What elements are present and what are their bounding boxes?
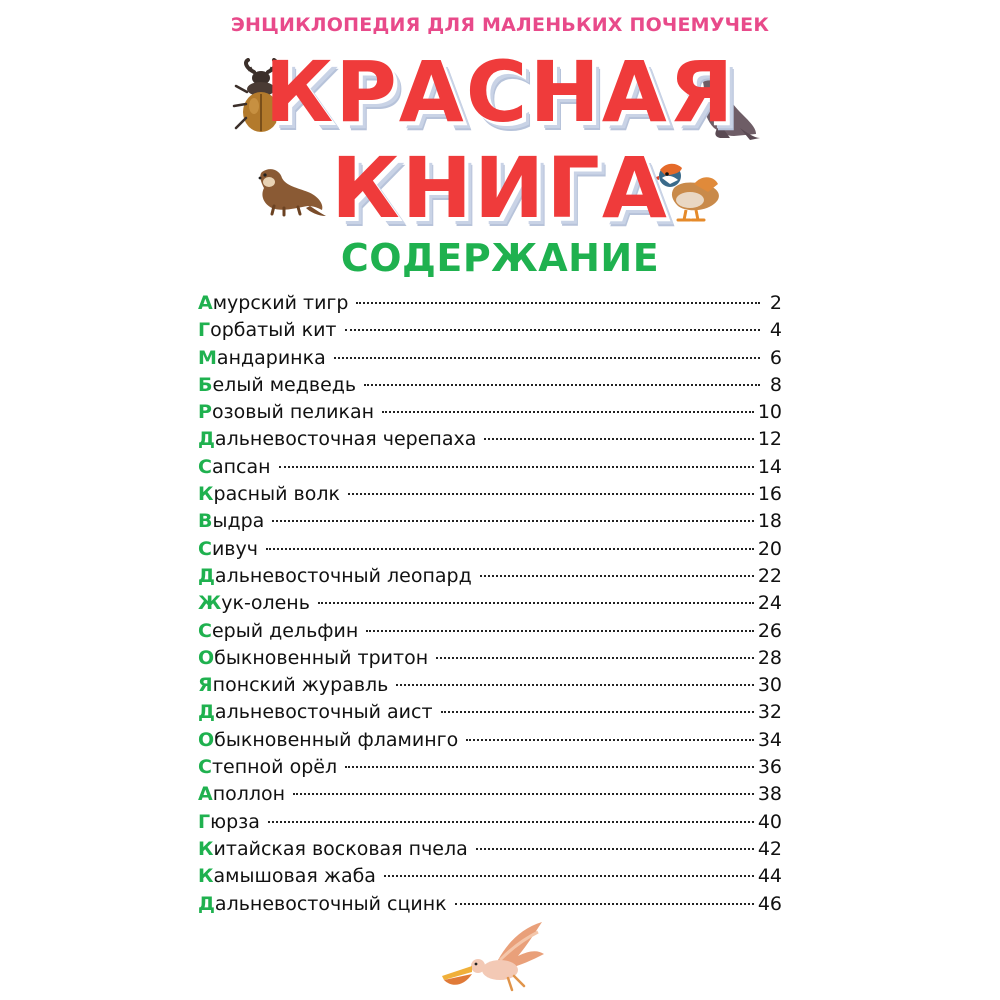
toc-page-number: 44 bbox=[757, 865, 782, 888]
toc-entry[interactable] bbox=[198, 590, 782, 617]
toc-entry[interactable] bbox=[198, 454, 782, 481]
dot-leader bbox=[396, 684, 753, 686]
toc-entry-title: мурский тигр bbox=[212, 292, 349, 314]
toc-page-number: 12 bbox=[757, 428, 782, 451]
toc-page-number: 42 bbox=[757, 837, 782, 860]
toc-entry-initial: Ж bbox=[198, 592, 222, 615]
toc-page-number: 16 bbox=[757, 483, 782, 506]
toc-entry-title: понский журавль bbox=[212, 674, 389, 697]
toc-entry-initial: С bbox=[198, 537, 212, 560]
dot-leader bbox=[266, 548, 754, 550]
toc-entry[interactable] bbox=[198, 727, 782, 754]
dot-leader bbox=[356, 302, 760, 304]
toc-entry-initial: А bbox=[198, 292, 213, 314]
toc-entry-initial: Г bbox=[198, 319, 211, 342]
toc-entry-title: амышовая жаба bbox=[213, 865, 376, 888]
toc-entry[interactable] bbox=[198, 563, 782, 590]
toc-entry-title: ыдра bbox=[212, 510, 265, 533]
toc-entry[interactable] bbox=[198, 290, 782, 317]
dot-leader bbox=[279, 466, 754, 468]
toc-entry-initial: Я bbox=[198, 674, 213, 697]
toc-entry[interactable] bbox=[198, 863, 782, 890]
toc-page-number: 14 bbox=[757, 455, 782, 478]
toc-entry-title: елый медведь bbox=[212, 373, 357, 396]
toc-entry-initial: С bbox=[198, 619, 212, 642]
dot-leader bbox=[348, 493, 754, 495]
dot-leader bbox=[364, 384, 760, 386]
toc-page-number: 34 bbox=[757, 728, 782, 751]
dot-leader bbox=[384, 875, 754, 877]
toc-entry-initial: К bbox=[198, 837, 214, 860]
toc-entry-title: альневосточный леопард bbox=[214, 564, 472, 587]
toc-page-number: 32 bbox=[757, 701, 782, 724]
toc-entry[interactable] bbox=[198, 317, 782, 344]
dot-leader bbox=[366, 630, 754, 632]
toc-entry[interactable] bbox=[198, 781, 782, 808]
toc-page-number: 20 bbox=[757, 537, 782, 560]
toc-entry-title: альневосточный аист bbox=[214, 701, 433, 724]
toc-entry-initial: М bbox=[198, 346, 217, 369]
toc-page-number: 2 bbox=[769, 292, 782, 314]
book-title-line-1: КРАСНАЯ bbox=[264, 43, 736, 141]
toc-page-number: 24 bbox=[757, 592, 782, 615]
toc-page-number: 4 bbox=[769, 319, 782, 342]
toc-entry[interactable] bbox=[198, 536, 782, 563]
toc-entry-title: тепной орёл bbox=[211, 756, 338, 779]
toc-entry[interactable] bbox=[198, 508, 782, 535]
toc-entry-initial: О bbox=[198, 728, 215, 751]
toc-entry[interactable] bbox=[198, 836, 782, 863]
toc-entry[interactable] bbox=[198, 345, 782, 372]
dot-leader bbox=[466, 739, 754, 741]
toc-entry-title: быкновенный тритон bbox=[214, 646, 429, 669]
toc-entry-initial: Р bbox=[198, 401, 212, 424]
toc-entry-title: андаринка bbox=[216, 346, 326, 369]
toc-entry-title: юрза bbox=[210, 810, 260, 833]
toc-page-number: 26 bbox=[757, 619, 782, 642]
toc-entry-title: альневосточный сцинк bbox=[214, 892, 447, 915]
toc-entry-initial: Г bbox=[198, 810, 211, 833]
toc-entry-initial: К bbox=[198, 483, 214, 506]
toc-entry-title: быкновенный фламинго bbox=[214, 728, 459, 751]
dot-leader bbox=[441, 711, 754, 713]
toc-page-number: 40 bbox=[757, 810, 782, 833]
toc-entry-initial: Д bbox=[198, 428, 215, 451]
toc-entry[interactable] bbox=[198, 754, 782, 781]
toc-entry[interactable] bbox=[198, 481, 782, 508]
toc-page-number: 36 bbox=[757, 756, 782, 779]
toc-page-number: 38 bbox=[757, 783, 782, 806]
dot-leader bbox=[293, 793, 754, 795]
toc-entry[interactable] bbox=[198, 645, 782, 672]
dot-leader bbox=[345, 329, 760, 331]
toc-entry-title: озовый пеликан bbox=[211, 401, 375, 424]
toc-entry[interactable] bbox=[198, 699, 782, 726]
toc-entry-initial: Д bbox=[198, 564, 215, 587]
toc-entry-initial: К bbox=[198, 865, 214, 888]
pelican-icon bbox=[438, 920, 548, 996]
toc-entry-title: ук-олень bbox=[221, 592, 310, 615]
toc-entry-initial: С bbox=[198, 455, 212, 478]
toc-entry-title: апсан bbox=[211, 455, 271, 478]
toc-page-number: 46 bbox=[757, 892, 782, 915]
dot-leader bbox=[345, 766, 754, 768]
dot-leader bbox=[318, 602, 754, 604]
table-of-contents bbox=[198, 290, 782, 918]
dot-leader bbox=[272, 520, 753, 522]
toc-entry-title: орбатый кит bbox=[210, 319, 337, 342]
toc-entry[interactable] bbox=[198, 399, 782, 426]
toc-entry-title: поллон bbox=[212, 783, 286, 806]
dot-leader bbox=[382, 411, 754, 413]
toc-entry[interactable] bbox=[198, 618, 782, 645]
toc-page-number: 6 bbox=[769, 346, 782, 369]
toc-entry-title: расный волк bbox=[213, 483, 340, 506]
dot-leader bbox=[480, 575, 754, 577]
contents-heading: СОДЕРЖАНИЕ bbox=[340, 236, 660, 280]
toc-entry[interactable] bbox=[198, 672, 782, 699]
toc-page-number: 22 bbox=[757, 564, 782, 587]
dot-leader bbox=[436, 657, 754, 659]
toc-page-number: 8 bbox=[769, 373, 782, 396]
toc-entry[interactable] bbox=[198, 426, 782, 453]
toc-entry[interactable] bbox=[198, 891, 782, 918]
toc-entry-initial: С bbox=[198, 756, 212, 779]
toc-entry-title: ивуч bbox=[211, 537, 258, 560]
toc-page-number: 18 bbox=[757, 510, 782, 533]
toc-entry-initial: Д bbox=[198, 701, 215, 724]
toc-entry-title: ерый дельфин bbox=[211, 619, 359, 642]
toc-entry-title: альневосточная черепаха bbox=[214, 428, 477, 451]
book-title-line-2: КНИГА bbox=[331, 139, 669, 237]
toc-entry-initial: В bbox=[198, 510, 213, 533]
toc-entry-title: итайская восковая пчела bbox=[213, 837, 468, 860]
dot-leader bbox=[334, 357, 760, 359]
dot-leader bbox=[268, 821, 754, 823]
toc-entry-initial: Б bbox=[198, 373, 213, 396]
toc-page-number: 10 bbox=[757, 401, 782, 424]
dot-leader bbox=[484, 438, 753, 440]
dot-leader bbox=[476, 848, 754, 850]
toc-page-number: 28 bbox=[757, 646, 782, 669]
toc-entry[interactable] bbox=[198, 809, 782, 836]
toc-entry-initial: О bbox=[198, 646, 215, 669]
toc-page-number: 30 bbox=[757, 674, 782, 697]
toc-entry-initial: А bbox=[198, 783, 213, 806]
series-title: ЭНЦИКЛОПЕДИЯ ДЛЯ МАЛЕНЬКИХ ПОЧЕМУЧЕК bbox=[230, 14, 770, 36]
toc-entry-initial: Д bbox=[198, 892, 215, 915]
dot-leader bbox=[455, 903, 754, 905]
toc-entry[interactable] bbox=[198, 372, 782, 399]
